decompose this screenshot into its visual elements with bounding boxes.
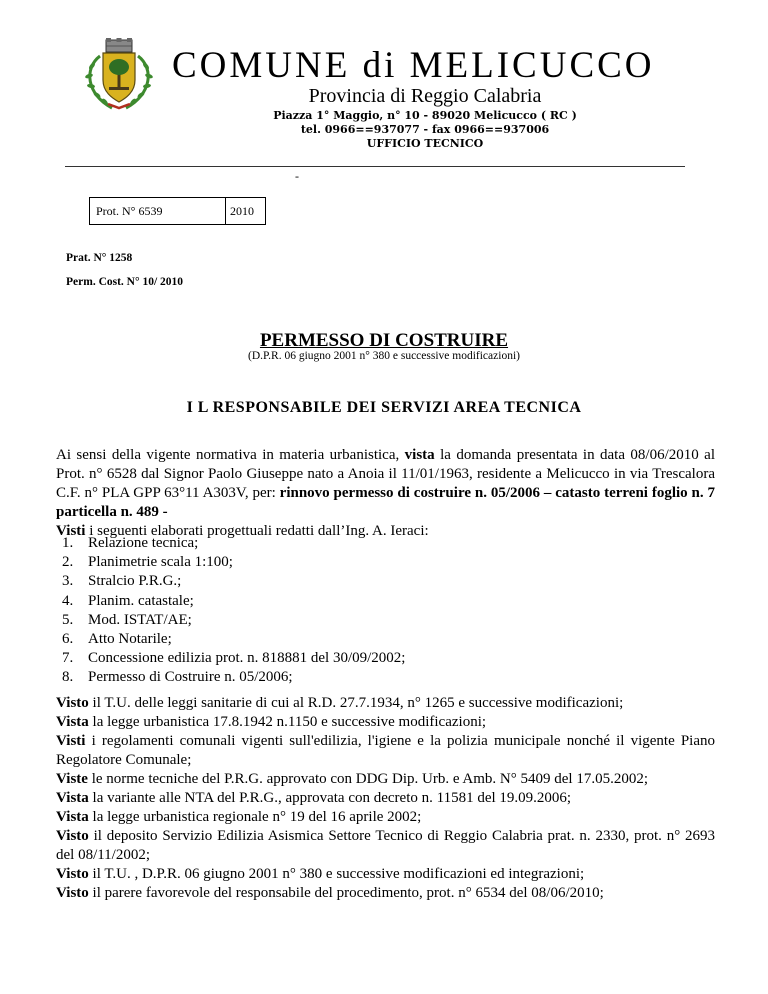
list-item-number: 8.: [62, 669, 74, 686]
reference-verb: Viste: [56, 771, 88, 787]
list-item: [56, 611, 715, 630]
list-item-text: Concessione edilizia prot. n. 818881 del 30/09/2002;: [88, 650, 406, 667]
responsible-heading: I L RESPONSABILE DEI SERVIZI AREA TECNICA: [186, 399, 582, 416]
reference-text: il T.U. delle leggi sanitarie di cui al R.D. 27.7.1934, n° 1265 e successive modificazioni;: [88, 695, 624, 711]
list-item-number: 7.: [62, 650, 74, 667]
legal-reference: [56, 789, 715, 808]
legal-reference: [56, 713, 715, 732]
list-item-number: 1.: [62, 535, 74, 551]
municipality-title: COMUNE di MELICUCCO: [172, 45, 655, 86]
document-subtitle: (D.P.R. 06 giugno 2001 n° 380 e successive modificazioni): [248, 350, 520, 362]
reference-text: il parere favorevole del responsabile del procedimento, prot. n° 6534 del 08/06/2010;: [88, 885, 604, 901]
list-item-text: Planimetrie scala 1:100;: [88, 554, 233, 571]
reference-verb: Visto: [56, 885, 89, 901]
visti-word: Visti: [56, 523, 86, 539]
legal-references: [56, 694, 715, 903]
reference-text: la variante alle NTA del P.R.G., approvata con decreto n. 11581 del 19.09.2006;: [88, 790, 572, 806]
list-item: [56, 630, 715, 649]
reference-text: il T.U. , D.P.R. 06 giugno 2001 n° 380 e successive modificazioni ed integrazioni;: [88, 866, 585, 882]
legal-reference: [56, 884, 715, 903]
list-item-text: Atto Notarile;: [88, 631, 172, 648]
visti-rest: i seguenti elaborati progettuali redatti dall’Ing. A. Ieraci:: [85, 523, 429, 539]
phone-fax-line: tel. 0966==937077 - fax 0966==937006: [300, 123, 550, 136]
header-divider: [65, 166, 685, 167]
legal-reference: [56, 865, 715, 884]
intro-part2: la domanda presentata in data 08/06/2010 al Prot. n° 6528 dal Signor Paolo Giuseppe nato a Anoia il 11/01/1963, residente a Melicucco in via Trescalora C.F. n° PLA GPP 63°11 A303V, per:: [56, 447, 715, 501]
reference-verb: Vista: [56, 809, 89, 825]
list-item-number: 3.: [62, 573, 74, 590]
coat-of-arms-icon: [78, 38, 160, 112]
list-item-text: Planim. catastale;: [88, 592, 194, 609]
reference-verb: Visto: [56, 866, 89, 882]
reference-verb: Visto: [56, 695, 89, 711]
province-subtitle: Provincia di Reggio Calabria: [308, 85, 542, 107]
list-item-text: Permesso di Costruire n. 05/2006;: [88, 669, 293, 686]
list-item-number: 6.: [62, 631, 74, 648]
list-item-number: 2.: [62, 554, 74, 571]
document-title: PERMESSO DI COSTRUIRE: [259, 330, 509, 351]
legal-reference: [56, 732, 715, 770]
list-item: [56, 592, 715, 611]
intro-vista: vista: [404, 447, 435, 463]
reference-verb: Visti: [56, 733, 86, 749]
permit-number: Perm. Cost. N° 10/ 2010: [66, 276, 184, 288]
reference-text: la legge urbanistica regionale n° 19 del 16 aprile 2002;: [88, 809, 422, 825]
protocol-box: [89, 197, 266, 225]
legal-reference: [56, 770, 715, 789]
list-item: [56, 668, 715, 687]
intro-text: [56, 446, 715, 522]
legal-reference: [56, 694, 715, 713]
legal-reference: [56, 808, 715, 827]
list-item-text: Relazione tecnica;: [88, 535, 199, 551]
header-dash: -: [295, 169, 299, 183]
list-item-number: 4.: [62, 592, 74, 609]
reference-text: i regolamenti comunali vigenti sull'edilizia, l'igiene e la polizia municipale nonché il vigente Piano Regolatore Comunale;: [56, 733, 715, 768]
list-item: [56, 649, 715, 668]
address-line: Piazza 1° Maggio, n° 10 - 89020 Melicucco ( RC ): [273, 109, 577, 122]
reference-verb: Vista: [56, 714, 89, 730]
documents-list: [56, 534, 715, 688]
list-item: [56, 553, 715, 572]
reference-text: il deposito Servizio Edilizia Asismica Settore Tecnico di Reggio Calabria prat. n. 2330, prot. n° 2693 del 08/11/2002;: [56, 828, 715, 863]
protocol-year: 2010: [230, 204, 254, 218]
reference-verb: Vista: [56, 790, 89, 806]
intro-part1: Ai sensi della vigente normativa in materia urbanistica,: [56, 447, 405, 463]
reference-verb: Visto: [56, 828, 89, 844]
list-item-text: Mod. ISTAT/AE;: [88, 611, 192, 628]
intro-object: rinnovo permesso di costruire n. 05/2006 – catasto terreni foglio n. 7 particella n. 489 -: [56, 485, 716, 520]
reference-text: la legge urbanistica 17.8.1942 n.1150 e successive modificazioni;: [88, 714, 487, 730]
reference-text: le norme tecniche del P.R.G. approvato con DDG Dip. Urb. e Amb. N° 5409 del 17.05.2002;: [87, 771, 649, 787]
list-item-number: 5.: [62, 611, 74, 628]
office-name: UFFICIO TECNICO: [366, 137, 484, 150]
list-item-text: Stralcio P.R.G.;: [88, 573, 182, 590]
list-item: [56, 572, 715, 591]
legal-reference: [56, 827, 715, 865]
list-item: [56, 534, 715, 553]
protocol-number: Prot. N° 6539: [90, 198, 226, 224]
intro-paragraph: [56, 446, 715, 541]
practice-number: Prat. N° 1258: [66, 252, 133, 264]
